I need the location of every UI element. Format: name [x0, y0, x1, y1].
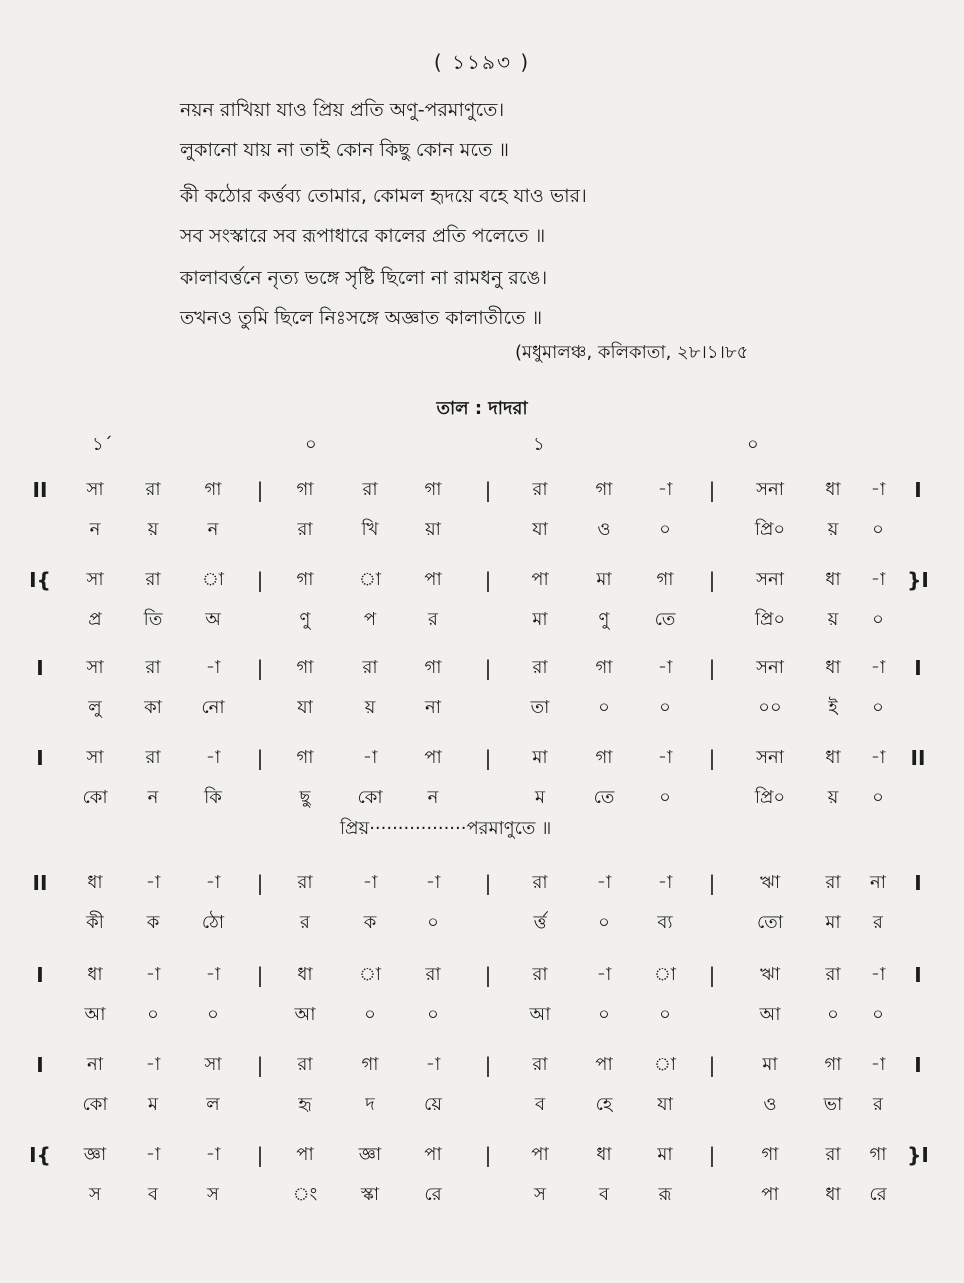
swara-note: রা — [825, 1144, 841, 1165]
swara-note: না — [870, 872, 886, 893]
swara-note: গা — [595, 747, 613, 768]
swara-note: গা — [424, 479, 442, 500]
swara-note: গা — [761, 1144, 779, 1165]
swara-note: -া — [596, 964, 612, 985]
swara-note: জ্ঞা — [83, 1144, 107, 1165]
measure-barline: | — [708, 871, 716, 895]
lyric-syllable-row — [0, 688, 964, 728]
swara-note: সনা — [756, 569, 784, 590]
swara-note: রা — [362, 479, 378, 500]
swara-note: সা — [204, 1054, 222, 1075]
swara-note: রা — [297, 1054, 313, 1075]
swara-note: া — [653, 1054, 677, 1075]
swara-note: -া — [870, 569, 886, 590]
start-barline: I — [36, 746, 44, 770]
swara-note: -া — [870, 1054, 886, 1075]
lyric-syllable: ঠো — [201, 912, 225, 933]
swara-note: রা — [145, 657, 161, 678]
lyric-syllable-row — [0, 600, 964, 640]
swara-note: া — [358, 964, 382, 985]
swara-note: ঋা — [759, 964, 781, 985]
measure-barline: | — [484, 746, 492, 770]
lyric-syllable: কো — [357, 787, 383, 808]
lyric-syllable: র্ত্ত — [533, 912, 547, 933]
measure-barline: | — [708, 568, 716, 592]
lyric-syllable: ০ — [872, 697, 884, 718]
swara-note: ধা — [825, 747, 841, 768]
lyric-syllable: রে — [869, 1184, 887, 1205]
end-barline: II — [910, 746, 926, 770]
lyric-syllable: তা — [530, 697, 550, 718]
lyric-syllable: ০ — [207, 1004, 219, 1025]
lyric-syllable: যা — [297, 697, 313, 718]
lyric-syllable: প্রি০ — [754, 787, 786, 808]
end-barline: I — [914, 1053, 922, 1077]
lyric-syllable: ণু — [598, 609, 610, 630]
swara-note: গা — [296, 657, 314, 678]
lyric-syllable: ০ — [364, 1004, 376, 1025]
swara-row — [0, 1135, 964, 1175]
swara-note: গা — [656, 569, 674, 590]
lyric-syllable: ও — [597, 519, 611, 540]
lyric-syllable: হৃ — [298, 1094, 312, 1115]
swara-note: পা — [531, 569, 549, 590]
measure-barline: | — [708, 1053, 716, 1077]
lyric-line: কী কঠোর কর্ত্তব্য তোমার, কোমল হৃদয়ে বহে যাও ভার। — [180, 185, 587, 207]
start-barline: I — [36, 656, 44, 680]
lyric-syllable: হে — [595, 1094, 613, 1115]
lyric-syllable: তে — [654, 609, 676, 630]
swara-note: -া — [870, 964, 886, 985]
swara-note: রা — [532, 872, 548, 893]
lyric-syllable: প্র — [88, 609, 102, 630]
swara-row — [0, 738, 964, 778]
swara-note: ধা — [825, 479, 841, 500]
lyric-syllable: খি — [361, 519, 379, 540]
lyric-syllable: ম — [535, 787, 545, 808]
swara-note: ঋা — [759, 872, 781, 893]
lyric-syllable: ক — [146, 912, 160, 933]
swara-row — [0, 470, 964, 510]
lyric-syllable: ০ — [872, 519, 884, 540]
measure-barline: | — [484, 478, 492, 502]
lyric-syllable: ০ — [659, 697, 671, 718]
lyric-syllable: তো — [756, 912, 784, 933]
lyric-syllable: তে — [593, 787, 615, 808]
swara-note: না — [87, 1054, 103, 1075]
lyric-syllable: ন — [89, 519, 101, 540]
lyric-syllable: স — [89, 1184, 101, 1205]
swara-note: গা — [296, 569, 314, 590]
swara-note: রা — [532, 1054, 548, 1075]
lyric-syllable: য়ে — [424, 1094, 442, 1115]
lyric-syllable: য় — [827, 609, 839, 630]
lyric-syllable: ন — [427, 787, 439, 808]
lyric-syllable: কি — [204, 787, 222, 808]
lyric-syllable-row — [0, 1085, 964, 1125]
swara-note: গা — [204, 479, 222, 500]
swara-note: ধা — [825, 569, 841, 590]
start-barline: I — [36, 1053, 44, 1077]
swara-note: মা — [762, 1054, 778, 1075]
lyric-syllable: ০ — [598, 697, 610, 718]
lyric-syllable: স — [207, 1184, 219, 1205]
lyric-syllable: মা — [532, 609, 548, 630]
lyric-syllable: ০০ — [758, 697, 782, 718]
lyric-syllable: ং — [292, 1184, 318, 1205]
lyric-line: নয়ন রাখিয়া যাও প্রিয় প্রতি অণু-পরমাণুতে। — [180, 99, 505, 121]
lyric-syllable: ন — [207, 519, 219, 540]
swara-row — [0, 648, 964, 688]
lyric-syllable: যা — [657, 1094, 673, 1115]
measure-barline: | — [484, 1053, 492, 1077]
swara-note: -া — [362, 747, 378, 768]
swara-note: রা — [532, 479, 548, 500]
swara-note: পা — [296, 1144, 314, 1165]
lyric-syllable: ব — [147, 1184, 159, 1205]
swara-note: রা — [825, 964, 841, 985]
swara-note: -া — [205, 1144, 221, 1165]
swara-note: গা — [424, 657, 442, 678]
swara-row — [0, 955, 964, 995]
refrain-note: প্রিয়·················পরমাণুতে ॥ — [340, 818, 552, 839]
measure-barline: | — [484, 656, 492, 680]
lyric-syllable: আ — [294, 1004, 316, 1025]
swara-note: -া — [145, 1054, 161, 1075]
lyric-syllable: র — [873, 1094, 883, 1115]
lyric-line: তখনও তুমি ছিলে নিঃসঙ্গে অজ্ঞাত কালাতীতে ॥ — [180, 307, 543, 329]
lyric-syllable: য় — [364, 697, 376, 718]
lyric-syllable: ০ — [872, 1004, 884, 1025]
lyric-line: কালাবর্ত্তনে নৃত্য ভঙ্গে সৃষ্টি ছিলো না রামধনু রঙে। — [180, 267, 548, 289]
swara-note: -া — [657, 872, 673, 893]
lyric-syllable: র — [428, 609, 438, 630]
lyric-syllable: ম — [148, 1094, 158, 1115]
swara-note: গা — [296, 479, 314, 500]
swara-note: সনা — [756, 657, 784, 678]
swara-note: সনা — [756, 479, 784, 500]
lyric-syllable: ধা — [825, 1184, 841, 1205]
lyric-syllable: ০ — [147, 1004, 159, 1025]
swara-note: পা — [531, 1144, 549, 1165]
lyric-syllable: আ — [759, 1004, 781, 1025]
lyric-syllable: তি — [143, 609, 163, 630]
lyric-syllable: লু — [88, 697, 102, 718]
swara-note: সনা — [756, 747, 784, 768]
lyric-syllable-row — [0, 903, 964, 943]
lyric-syllable: কী — [86, 912, 104, 933]
swara-note: পা — [424, 1144, 442, 1165]
measure-barline: | — [484, 568, 492, 592]
start-barline: II — [32, 871, 48, 895]
swara-note: -া — [205, 747, 221, 768]
end-barline: I — [914, 871, 922, 895]
swara-note: -া — [657, 657, 673, 678]
swara-row — [0, 863, 964, 903]
swara-note: -া — [145, 964, 161, 985]
swara-note: গা — [824, 1054, 842, 1075]
swara-note: সা — [86, 747, 104, 768]
lyric-syllable: নো — [201, 697, 225, 718]
swara-note: ধা — [825, 657, 841, 678]
swara-note: া — [201, 569, 225, 590]
lyric-syllable-row — [0, 778, 964, 818]
swara-note: পা — [424, 569, 442, 590]
lyric-syllable: কা — [144, 697, 162, 718]
lyric-syllable: য়া — [425, 519, 441, 540]
lyric-syllable: আ — [529, 1004, 551, 1025]
measure-barline: | — [708, 656, 716, 680]
lyric-syllable-row — [0, 510, 964, 550]
swara-note: -া — [657, 747, 673, 768]
lyric-syllable: দ — [365, 1094, 375, 1115]
beat-mark: ০ — [305, 434, 317, 455]
end-barline: I — [914, 656, 922, 680]
lyric-syllable: র — [300, 912, 310, 933]
swara-note: -া — [870, 479, 886, 500]
swara-note: -া — [425, 1054, 441, 1075]
lyric-syllable: অ — [205, 609, 221, 630]
start-barline: I — [36, 963, 44, 987]
swara-note: মা — [532, 747, 548, 768]
swara-note: রা — [532, 964, 548, 985]
swara-note: া — [653, 964, 677, 985]
lyric-syllable: প্রি০ — [754, 519, 786, 540]
lyric-syllable: প — [363, 609, 377, 630]
measure-barline: | — [256, 746, 264, 770]
swara-note: রা — [297, 872, 313, 893]
beat-mark: ১´ — [92, 434, 113, 455]
end-barline: }I — [907, 1143, 929, 1167]
lyric-syllable: পা — [761, 1184, 779, 1205]
swara-note: -া — [870, 747, 886, 768]
lyric-syllable-row — [0, 995, 964, 1035]
measure-barline: | — [708, 1143, 716, 1167]
swara-note: গা — [595, 479, 613, 500]
end-barline: }I — [907, 568, 929, 592]
lyric-syllable: ০ — [659, 1004, 671, 1025]
swara-note: -া — [145, 1144, 161, 1165]
measure-barline: | — [708, 963, 716, 987]
swara-note: -া — [205, 872, 221, 893]
lyric-syllable: ভা — [823, 1094, 843, 1115]
swara-note: সা — [86, 657, 104, 678]
swara-note: গা — [361, 1054, 379, 1075]
swara-note: গা — [595, 657, 613, 678]
lyric-syllable: য় — [147, 519, 159, 540]
lyric-syllable: য় — [827, 519, 839, 540]
swara-note: মা — [596, 569, 612, 590]
measure-barline: | — [256, 1143, 264, 1167]
swara-note: পা — [424, 747, 442, 768]
measure-barline: | — [256, 478, 264, 502]
lyric-syllable: ছু — [299, 787, 311, 808]
lyric-syllable: ০ — [659, 519, 671, 540]
lyric-syllable: ০ — [872, 787, 884, 808]
swara-note: রা — [145, 479, 161, 500]
swara-note: জ্ঞা — [358, 1144, 382, 1165]
start-barline: I{ — [29, 568, 51, 592]
lyric-syllable: না — [425, 697, 441, 718]
beat-mark: ১ — [533, 434, 545, 455]
lyric-syllable: য় — [827, 787, 839, 808]
song-lyrics — [180, 90, 900, 338]
measure-barline: | — [484, 963, 492, 987]
lyric-syllable: কো — [82, 787, 108, 808]
lyric-syllable: ০ — [659, 787, 671, 808]
measure-barline: | — [708, 746, 716, 770]
lyric-syllable: ০ — [872, 609, 884, 630]
swara-note: রা — [532, 657, 548, 678]
lyric-syllable: ০ — [427, 912, 439, 933]
lyric-line: সব সংস্কারে সব রূপাধারে কালের প্রতি পলেতে ॥ — [180, 225, 546, 247]
swara-note: রা — [425, 964, 441, 985]
lyric-syllable: ই — [828, 697, 838, 718]
lyric-syllable: ন — [147, 787, 159, 808]
swara-note: া — [358, 569, 382, 590]
start-barline: I{ — [29, 1143, 51, 1167]
lyric-syllable: ব্য — [657, 912, 673, 933]
swara-note: রা — [145, 747, 161, 768]
lyric-syllable: রে — [424, 1184, 442, 1205]
lyric-syllable: ০ — [598, 912, 610, 933]
taal-heading: তাল : দাদরা — [436, 398, 528, 419]
lyric-syllable: ও — [763, 1094, 777, 1115]
measure-barline: | — [708, 478, 716, 502]
swara-note: রা — [825, 872, 841, 893]
lyric-syllable: স — [534, 1184, 546, 1205]
measure-barline: | — [484, 1143, 492, 1167]
swara-note: -া — [596, 872, 612, 893]
lyric-syllable: ব — [534, 1094, 546, 1115]
end-barline: I — [914, 478, 922, 502]
swara-note: সা — [86, 479, 104, 500]
lyric-syllable: প্রি০ — [754, 609, 786, 630]
swara-note: ধা — [87, 964, 103, 985]
page-number: ( ১১৯৩ ) — [433, 50, 531, 74]
measure-barline: | — [256, 1053, 264, 1077]
swara-note: রা — [362, 657, 378, 678]
lyric-syllable: আ — [84, 1004, 106, 1025]
lyric-line: লুকানো যায় না তাই কোন কিছু কোন মতে ॥ — [180, 139, 510, 161]
lyric-syllable: যা — [532, 519, 548, 540]
swara-note: -া — [145, 872, 161, 893]
measure-barline: | — [256, 656, 264, 680]
swara-note: -া — [362, 872, 378, 893]
measure-barline: | — [256, 871, 264, 895]
swara-note: পা — [595, 1054, 613, 1075]
end-barline: I — [914, 963, 922, 987]
swara-row — [0, 1045, 964, 1085]
swara-row — [0, 560, 964, 600]
measure-barline: | — [484, 871, 492, 895]
swara-note: ধা — [596, 1144, 612, 1165]
lyric-syllable: স্কা — [360, 1184, 380, 1205]
lyric-syllable: ০ — [598, 1004, 610, 1025]
swara-note: ধা — [87, 872, 103, 893]
lyric-syllable: মা — [825, 912, 841, 933]
swara-note: ধা — [297, 964, 313, 985]
lyric-syllable: রা — [297, 519, 313, 540]
swara-note: -া — [657, 479, 673, 500]
beat-mark: ০ — [747, 434, 759, 455]
lyric-syllable: ০ — [427, 1004, 439, 1025]
lyric-syllable-row — [0, 1175, 964, 1215]
lyric-syllable: রূ — [658, 1184, 672, 1205]
swara-note: -া — [425, 872, 441, 893]
swara-note: -া — [205, 657, 221, 678]
lyric-syllable: ক — [363, 912, 377, 933]
lyric-syllable: ল — [206, 1094, 220, 1115]
swara-note: -া — [205, 964, 221, 985]
swara-note: সা — [86, 569, 104, 590]
lyric-syllable: ব — [598, 1184, 610, 1205]
swara-note: মা — [657, 1144, 673, 1165]
swara-note: রা — [145, 569, 161, 590]
lyric-syllable: ণু — [299, 609, 311, 630]
swara-note: গা — [869, 1144, 887, 1165]
measure-barline: | — [256, 963, 264, 987]
start-barline: II — [32, 478, 48, 502]
lyric-syllable: কো — [82, 1094, 108, 1115]
measure-barline: | — [256, 568, 264, 592]
lyric-syllable: র — [873, 912, 883, 933]
swara-note: -া — [870, 657, 886, 678]
lyric-syllable: ০ — [827, 1004, 839, 1025]
swara-note: গা — [296, 747, 314, 768]
source-note: (মধুমালঞ্চ, কলিকাতা, ২৮।১।৮৫ — [515, 342, 749, 363]
